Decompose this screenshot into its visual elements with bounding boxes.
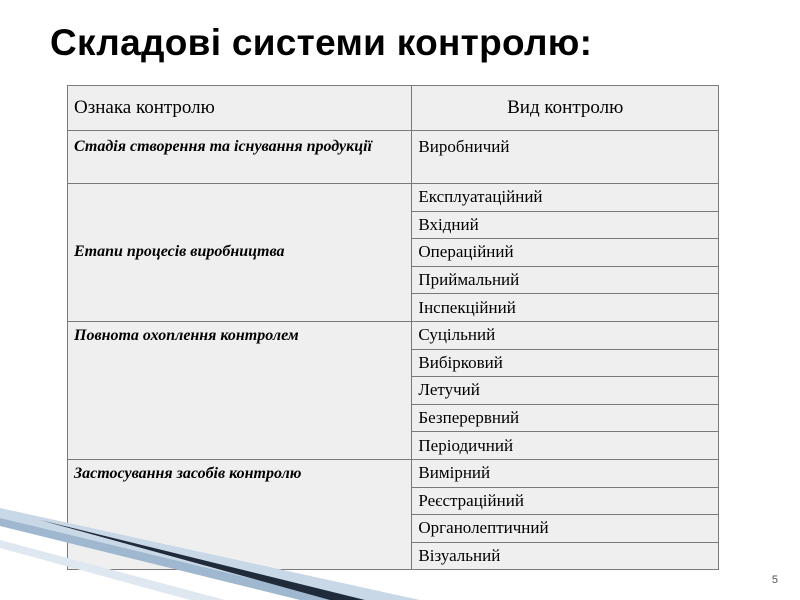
type-cell: Безперервний [412,404,719,432]
type-cell: Вибірковий [412,349,719,377]
type-cell: Приймальний [412,266,719,294]
swoosh-dark-band [40,520,365,600]
sign-cell: Стадія створення та існування продукції [68,131,412,184]
header-type: Вид контролю [412,86,719,131]
sign-cell: Етапи процесів виробництва [68,184,412,322]
slide-title: Складові системи контролю: [50,22,593,63]
type-cell: Виробничий [412,131,719,184]
type-cell: Експлуатаційний [412,184,719,212]
page-number: 5 [771,574,778,586]
header-sign: Ознака контролю [68,86,412,131]
sign-cell: Повнота охоплення контролем [68,321,412,459]
type-cell: Летучий [412,377,719,405]
type-cell: Інспекційний [412,294,719,322]
type-cell: Реєстраційний [412,487,719,515]
sign-cell: Застосування засобів контролю [68,459,412,569]
type-cell: Вимірний [412,459,719,487]
type-cell: Органолептичний [412,515,719,543]
type-cell: Операційний [412,239,719,267]
type-cell: Вхідний [412,211,719,239]
type-cell: Візуальний [412,542,719,570]
type-cell: Періодичний [412,432,719,460]
type-cell: Суцільний [412,321,719,349]
swoosh-light-band [0,508,420,600]
